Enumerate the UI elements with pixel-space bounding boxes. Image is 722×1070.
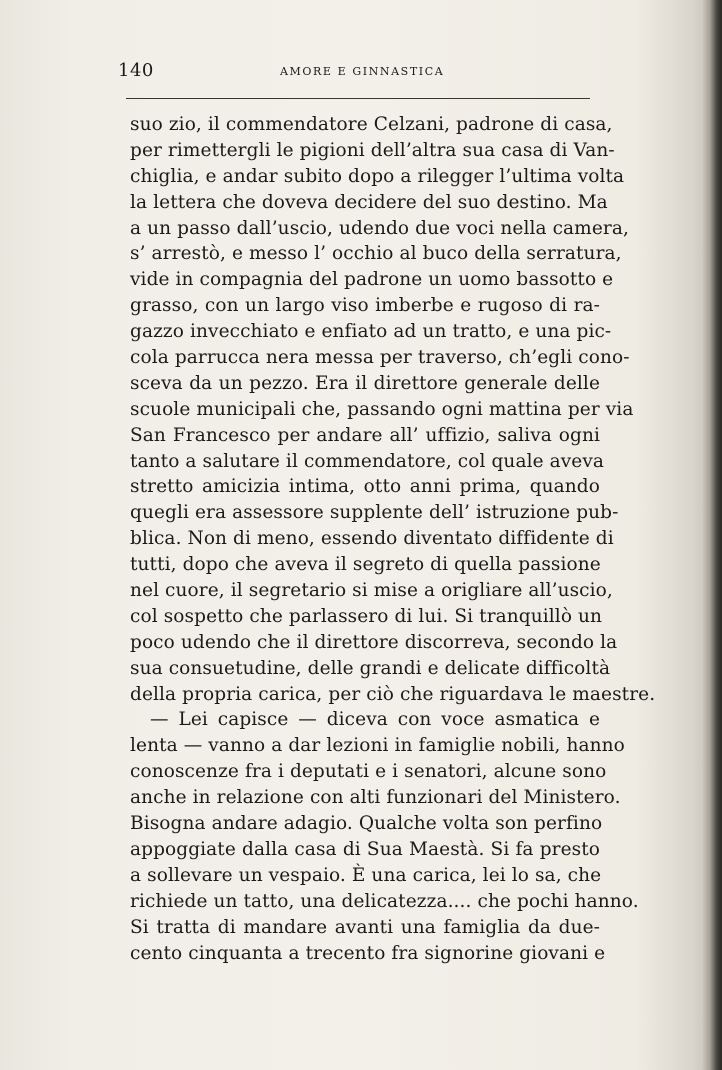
text-line: grasso, con un largo viso imberbe e rugoso di ra- (130, 295, 600, 317)
body-text (130, 112, 656, 966)
text-line: Si tratta di mandare avanti una famiglia da due- (130, 916, 600, 938)
text-line: blica. Non di meno, essendo diventato diffidente di (130, 528, 614, 550)
text-line: richiede un tatto, una delicatezza.... che pochi hanno. (130, 890, 639, 912)
text-line: tanto a salutare il commendatore, col quale aveva (130, 450, 605, 472)
text-line: San Francesco per andare all’ uffizio, saliva ogni (130, 424, 600, 446)
running-title: AMORE E GINNASTICA (280, 65, 445, 78)
text-line: col sospetto che parlassero di lui. Si tranquillò un (130, 605, 603, 627)
text-line: scuole municipali che, passando ogni mattina per via (130, 398, 634, 420)
text-line: poco udendo che il direttore discorreva, secondo la (130, 631, 618, 653)
text-line: a sollevare un vespaio. È una carica, lei lo sa, che (130, 864, 602, 886)
text-line: cento cinquanta a trecento fra signorine giovani e (130, 942, 606, 964)
text-line: tutti, dopo che aveva il segreto di quella passione (130, 554, 601, 576)
text-line: la lettera che doveva decidere del suo destino. Ma (130, 191, 608, 213)
page-number: 140 (118, 60, 154, 81)
dialogue-start-line: — Lei capisce — diceva con voce asmatica e (150, 709, 600, 731)
text-line: a un passo dall’uscio, udendo due voci nella camera, (130, 217, 629, 239)
text-line: gazzo invecchiato e enfiato ad un tratto, e una pic- (130, 321, 612, 343)
text-line: anche in relazione con alti funzionari del Ministero. (130, 787, 621, 809)
text-line: quegli era assessore supplente dell’ istruzione pub- (130, 502, 619, 524)
text-line: per rimettergli le pigioni dell’altra sua casa di Van- (130, 139, 615, 161)
text-line: stretto amicizia intima, otto anni prima, quando (130, 476, 600, 498)
text-line: lenta — vanno a dar lezioni in famiglie nobili, hanno (130, 735, 625, 757)
text-line: sua consuetudine, delle grandi e delicate difficoltà (130, 657, 611, 679)
text-line: Bisogna andare adagio. Qualche volta son perfino (130, 813, 603, 835)
text-line: conoscenze fra i deputati e i senatori, alcune sono (130, 761, 607, 783)
text-line: sceva da un pezzo. Era il direttore generale delle (130, 372, 600, 394)
text-line: chiglia, e andar subito dopo a rilegger l’ultima volta (130, 165, 625, 187)
page-header (118, 60, 596, 84)
book-spine-shadow (702, 0, 722, 1070)
text-line: vide in compagnia del padrone un uomo bassotto e (130, 269, 614, 291)
text-line: suo zio, il commendatore Celzani, padrone di casa, (130, 114, 613, 135)
text-line: nel cuore, il segretario si mise a origliare all’uscio, (130, 580, 613, 602)
text-line: appoggiate dalla casa di Sua Maestà. Si fa presto (130, 838, 600, 860)
text-line: s’ arrestò, e messo l’ occhio al buco della serratura, (130, 243, 622, 265)
text-line: cola parrucca nera messa per traverso, ch’egli cono- (130, 347, 630, 369)
paragraph-end-line: della propria carica, per ciò che riguardava le maestre. (130, 683, 656, 705)
header-rule (126, 98, 590, 99)
